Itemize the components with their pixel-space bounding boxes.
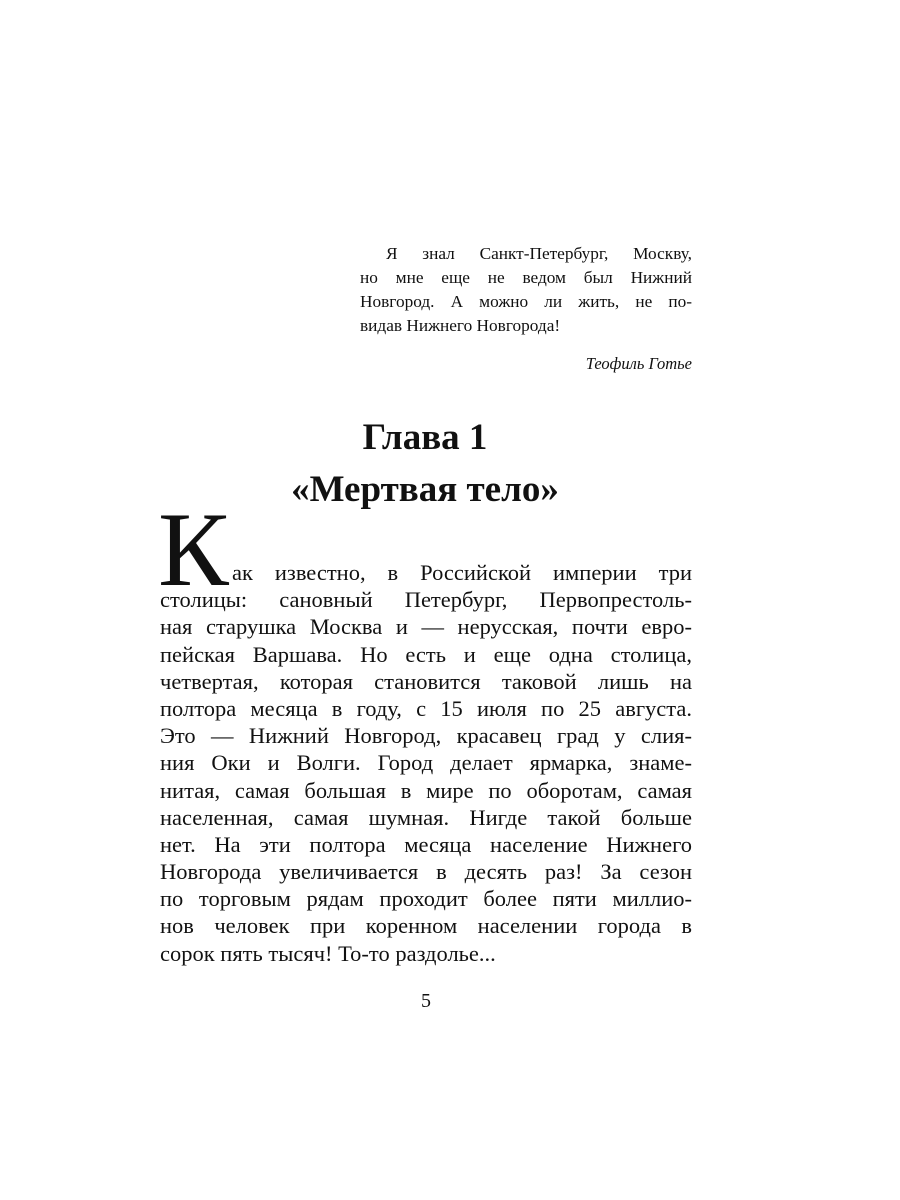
epigraph [360, 242, 692, 376]
epigraph-line: Я знал Санкт-Петербург, Москву, [386, 244, 692, 263]
body-line: ная старушка Москва и — нерусская, почти евро- [160, 614, 692, 640]
body-line: сорок пять тысяч! То-то раздолье... [160, 940, 496, 966]
body-line: по торговым рядам проходит более пяти миллио- [160, 886, 692, 912]
body-line: нитая, самая большая в мире по оборотам, самая [160, 777, 692, 803]
page-number: 5 [421, 990, 431, 1012]
body-line: столицы: сановный Петербург, Первопрестоль- [160, 587, 692, 613]
chapter-number: Глава 1 [362, 417, 488, 458]
epigraph-line: но мне еще не ведом был Нижний [360, 268, 692, 287]
body-line: Новгорода увеличивается в десять раз! За сезон [160, 859, 692, 885]
body-line: населенная, самая шумная. Нигде такой больше [160, 804, 692, 830]
body-line: нов человек при коренном населении города в [160, 913, 692, 939]
body-line: полтора месяца в году, с 15 июля по 25 августа. [160, 695, 692, 721]
body-line: Это — Нижний Новгород, красавец град у слия- [160, 723, 692, 749]
chapter-title: «Мертвая тело» [291, 469, 559, 510]
epigraph-line: Новгород. А можно ли жить, не по- [360, 292, 692, 311]
body-line: нет. На эти полтора месяца население Нижнего [160, 831, 692, 857]
epigraph-author: Теофиль Готье [585, 354, 692, 373]
drop-cap: К [158, 491, 229, 608]
body-line: пейская Варшава. Но есть и еще одна столица, [160, 641, 692, 667]
body-paragraph [160, 559, 692, 967]
body-line: четвертая, которая становится таковой лишь на [160, 668, 692, 694]
epigraph-line: видав Нижнего Новгорода! [360, 316, 561, 335]
body-line: ния Оки и Волги. Город делает ярмарка, знаме- [160, 750, 692, 776]
body-line: ак известно, в Российской империи три [232, 560, 692, 585]
